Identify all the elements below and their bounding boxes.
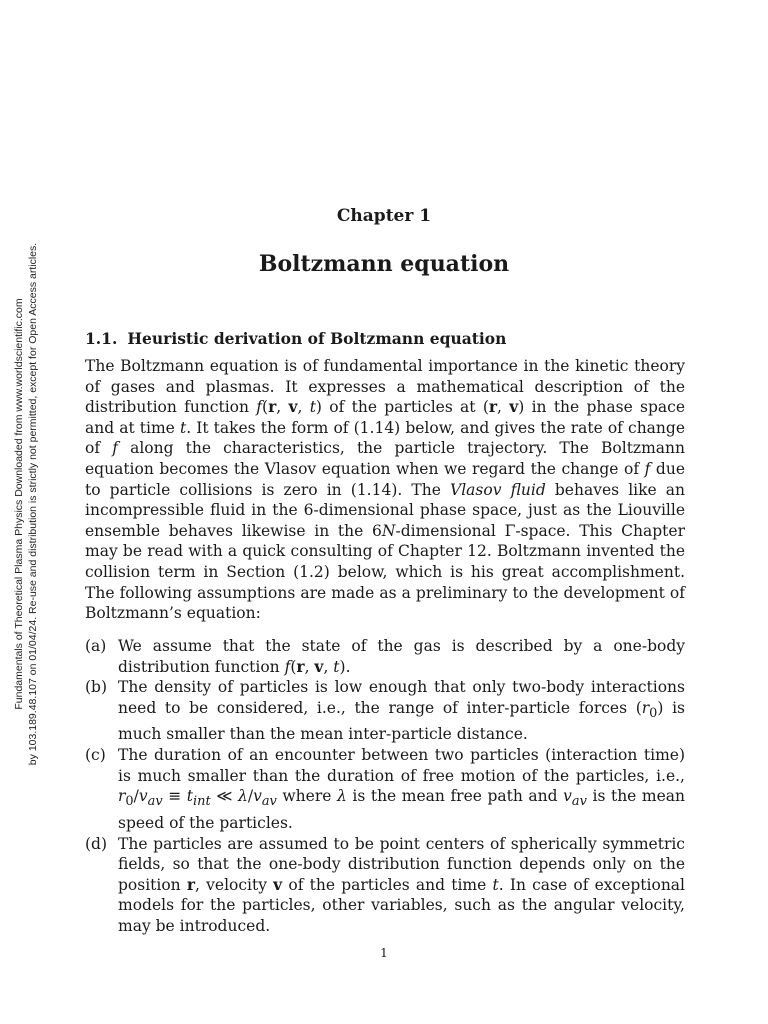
math-symbol: r (296, 656, 305, 676)
intro-text: -dimensional Γ-space. This Chapter may be read with a quick consulting of Chapter 12. Boltzmann invented the collision term in Section (1.2) below, which is his great accomplishment. The following assumptions are made as a preliminary to the development of Boltzmann’s equation: (85, 521, 685, 623)
math-symbol: / (133, 787, 139, 806)
list-marker: (c) (85, 746, 106, 765)
math-symbol: f (112, 439, 118, 458)
math-symbol: r (118, 787, 126, 806)
math-symbol: ( (290, 657, 297, 676)
intro-text: along the characteristics, the particle trajectory. The Boltzmann equation becomes the Vlasov equation when we regard the change of (85, 439, 685, 478)
assumption-text: . In case of exceptional models for the particles, other variables, such as the angular velocity, may be introduced. (118, 875, 685, 935)
intro-text: The Boltzmann equation is of fundamental importance in the kinetic theory of gases and plasmas. It expresses a mathematical description of the distribution function (85, 357, 685, 417)
intro-text: . It takes the form of (1.14) below, and gives the rate of change of (85, 418, 685, 458)
math-symbol: , (276, 398, 289, 417)
assumption-text: The particles are assumed to be point centers of spherically symmetric fields, so that the one-body distribution function depends only on the position (118, 834, 685, 894)
math-symbol: , (304, 657, 315, 676)
section-title: Heuristic derivation of Boltzmann equation (127, 329, 507, 348)
side-note-line-1: Fundamentals of Theoretical Plasma Physics Downloaded from www.worldscientific.com (13, 298, 25, 710)
list-marker: (d) (85, 834, 108, 853)
math-symbol: λ (336, 787, 347, 806)
intro-text: in the phase space and at time (85, 398, 685, 437)
math-symbol: t (333, 657, 340, 676)
math-symbol: v (563, 787, 572, 806)
math-symbol: ) (518, 398, 525, 417)
math-symbol: λ (238, 787, 248, 806)
math-symbol: , (297, 398, 310, 417)
math-symbol: v (314, 656, 324, 676)
side-copyright-note (6, 240, 46, 780)
assumption-text: is the mean speed of the particles. (118, 787, 686, 832)
math-subscript: av (147, 794, 163, 810)
math-symbol: ≡ (162, 787, 187, 806)
chapter-label: Chapter 1 (336, 206, 432, 226)
assumption-item-a (85, 636, 685, 677)
assumption-item-b (85, 677, 685, 745)
math-symbol: t (186, 787, 193, 806)
section-heading (85, 329, 506, 348)
math-symbol: / (247, 787, 254, 806)
chapter-title: Boltzmann equation (258, 251, 510, 277)
assumptions-list (85, 636, 685, 937)
assumption-text: The duration of an encounter between two particles (interaction time) is much smaller than the duration of free motion of the particles, i.e., (118, 746, 685, 785)
math-symbol: t (492, 875, 499, 894)
assumption-item-d (85, 834, 685, 937)
math-symbol: . (345, 657, 351, 676)
math-symbol: ( (482, 398, 489, 417)
assumption-text: We assume that the state of the gas is described by a one-body distribution function (118, 637, 685, 676)
math-symbol: ) (315, 398, 322, 417)
math-symbol: ( (635, 698, 642, 717)
math-symbol: , (323, 657, 334, 676)
side-note-line-2: by 103.189.48.107 on 01/04/24. Re-use and distribution is strictly not permitted, except for Open Access articles. (27, 242, 39, 766)
assumption-text: is much smaller than the mean inter-particle distance. (118, 698, 686, 744)
intro-text: behaves like an incompressible fluid in the 6-dimensional phase space, just as the Liouville ensemble behaves likewise in the 6 (85, 480, 686, 540)
assumption-text: where (276, 787, 337, 806)
math-symbol: r (268, 397, 277, 417)
math-symbol: v (509, 397, 519, 417)
math-symbol: v (138, 787, 148, 806)
math-symbol: f (284, 657, 291, 676)
math-symbol: r (488, 397, 498, 417)
math-symbol: , (497, 398, 510, 417)
assumption-text: is the mean free path and (346, 787, 564, 806)
math-symbol: v (273, 874, 283, 894)
assumption-text: , velocity (195, 875, 274, 894)
intro-text: due to particle collisions is zero in (1.14). The (85, 459, 685, 499)
math-symbol: ) (339, 657, 346, 676)
math-symbol: ) (657, 698, 664, 717)
math-symbol: ≪ (210, 787, 238, 806)
intro-paragraph (85, 356, 685, 624)
list-marker: (a) (85, 637, 107, 655)
math-subscript: int (193, 794, 211, 810)
math-subscript: av (261, 794, 277, 810)
math-subscript: 0 (649, 705, 658, 721)
math-symbol: ( (262, 398, 269, 417)
math-symbol: r (186, 874, 196, 894)
math-subscript: av (571, 794, 587, 810)
assumption-item-c (85, 745, 685, 833)
assumption-text: The density of particles is low enough that only two-body interactions need to be considered, i.e., the range of inter-particle forces (118, 678, 685, 717)
math-symbol: N (381, 521, 396, 540)
page-number: 1 (380, 946, 388, 960)
math-symbol: r (641, 698, 650, 717)
math-symbol: t (309, 398, 316, 417)
list-marker: (b) (85, 678, 108, 697)
vlasov-fluid-term: Vlasov fluid (450, 480, 546, 499)
math-symbol: f (644, 459, 651, 478)
assumption-text: of the particles and time (282, 875, 493, 894)
math-symbol: t (179, 418, 187, 437)
math-symbol: v (253, 787, 262, 806)
intro-text: of the particles at (321, 398, 483, 417)
math-symbol: v (288, 397, 298, 417)
math-subscript: 0 (125, 794, 134, 810)
math-symbol: f (256, 398, 263, 417)
section-number: 1.1. (85, 329, 118, 348)
